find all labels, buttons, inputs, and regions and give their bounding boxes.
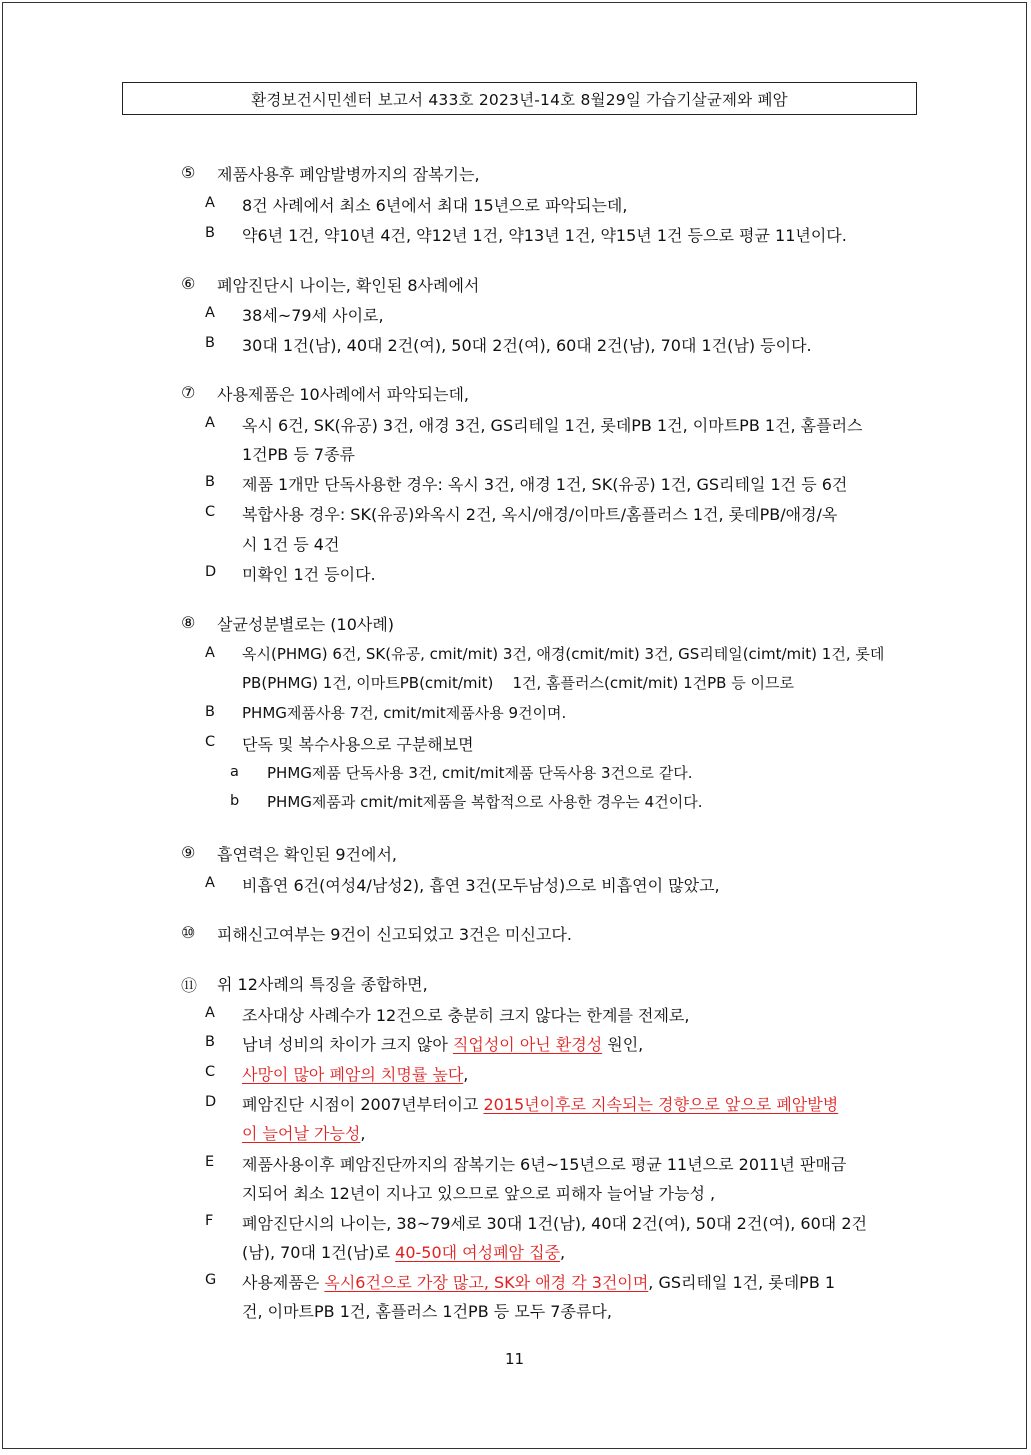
item-text-continued: [242, 1240, 565, 1263]
item-text-plain: 남녀 성비의 차이가 크지 않아: [242, 1035, 453, 1054]
item-letter: B: [205, 704, 215, 720]
item-text-plain: , GS리테일 1건, 롯데PB 1: [648, 1273, 836, 1292]
section-title: 피해신고여부는 9건이 신고되었고 3건은 미신고다.: [217, 925, 572, 944]
item-letter: C: [205, 1064, 216, 1080]
document-page: [2, 2, 1027, 1449]
section-number: ⑨: [181, 843, 196, 862]
item-letter: B: [205, 474, 215, 490]
item-text-plain: 폐암진단 시점이 2007년부터이고: [242, 1095, 484, 1114]
subitem-letter: b: [230, 793, 240, 809]
item-text-continued: 1건PB 등 7종류: [242, 445, 355, 464]
subitem-letter: a: [230, 764, 239, 780]
item-letter: C: [205, 504, 216, 520]
highlighted-text: 사망이 많아 폐암의 치명률 높다: [242, 1065, 464, 1084]
item-text: 제품 1개만 단독사용한 경우: 옥시 3건, 애경 1건, SK(유공) 1건, GS리테일 1건 등 6건: [242, 475, 848, 494]
item-text-continued: PB(PHMG) 1건, 이마트PB(cmit/mit) 1건, 홈플러스(cmit/mit) 1건PB 등 이므로: [242, 674, 794, 692]
item-letter: A: [205, 1005, 215, 1021]
section-number: ⑪: [181, 976, 198, 995]
section-title: 제품사용후 폐암발병까지의 잠복기는,: [217, 165, 480, 184]
item-text: 단독 및 복수사용으로 구분해보면: [242, 735, 474, 754]
item-letter: B: [205, 225, 215, 241]
item-letter: G: [205, 1272, 217, 1288]
item-letter: B: [205, 1034, 215, 1050]
item-letter: D: [205, 1094, 217, 1110]
item-letter: A: [205, 645, 215, 661]
item-letter: C: [205, 734, 216, 750]
item-text-continued: [242, 1121, 365, 1144]
highlighted-text: 옥시6건으로 가장 많고, SK와 애경 각 3건이며: [324, 1273, 649, 1292]
item-text: PHMG제품사용 7건, cmit/mit제품사용 9건이며.: [242, 704, 567, 722]
item-letter: E: [205, 1154, 215, 1170]
item-letter: A: [205, 415, 215, 431]
section-number: ⑧: [181, 613, 196, 632]
item-text: [242, 1092, 838, 1115]
highlighted-text: 2015년이후로 지속되는 경향으로 앞으로 폐암발병: [483, 1095, 839, 1114]
item-letter: F: [205, 1213, 214, 1229]
item-text-continued: 시 1건 등 4건: [242, 535, 340, 554]
item-letter: A: [205, 195, 215, 211]
item-text-continued: 건, 이마트PB 1건, 홈플러스 1건PB 등 모두 7종류다,: [242, 1302, 612, 1321]
report-header-title: 환경보건시민센터 보고서 433호 2023년-14호 8월29일 가습기살균제와 폐암: [251, 90, 788, 109]
item-letter: D: [205, 564, 217, 580]
item-text-plain: 사용제품은: [242, 1273, 325, 1292]
item-letter: A: [205, 305, 215, 321]
item-text: 옥시 6건, SK(유공) 3건, 애경 3건, GS리테일 1건, 롯데PB 1건, 이마트PB 1건, 홈플러스: [242, 416, 863, 435]
page-number: 11: [504, 1350, 525, 1368]
section-number: ⑦: [181, 383, 196, 402]
section-number: ⑥: [181, 274, 196, 293]
item-text: 약6년 1건, 약10년 4건, 약12년 1건, 약13년 1건, 약15년 1건 등으로 평균 11년이다.: [242, 226, 847, 245]
section-title: 폐암진단시 나이는, 확인된 8사례에서: [217, 276, 480, 295]
item-text: 비흡연 6건(여성4/남성2), 흡연 3건(모두남성)으로 비흡연이 많았고,: [242, 876, 720, 895]
section-title: 살균성분별로는 (10사례): [217, 615, 395, 634]
item-letter: B: [205, 335, 215, 351]
report-header: [122, 82, 917, 115]
highlighted-text: 직업성이 아닌 환경성: [452, 1035, 603, 1054]
section-title: 흡연력은 확인된 9건에서,: [217, 845, 397, 864]
subitem-text: PHMG제품 단독사용 3건, cmit/mit제품 단독사용 3건으로 같다.: [267, 764, 693, 782]
item-text-plain: ,: [560, 1243, 566, 1262]
item-text: 옥시(PHMG) 6건, SK(유공, cmit/mit) 3건, 애경(cmit/mit) 3건, GS리테일(cimt/mit) 1건, 롯데: [242, 645, 885, 663]
item-text: [242, 1062, 468, 1085]
highlighted-text: 이 늘어날 가능성: [242, 1124, 361, 1143]
item-text: 38세~79세 사이로,: [242, 306, 384, 325]
section-title: 사용제품은 10사례에서 파악되는데,: [217, 385, 470, 404]
item-text-plain: ,: [463, 1065, 469, 1084]
item-text: 복합사용 경우: SK(유공)와옥시 2건, 옥시/애경/이마트/홈플러스 1건, 롯데PB/애경/옥: [242, 505, 838, 524]
item-text: 8건 사례에서 최소 6년에서 최대 15년으로 파악되는데,: [242, 196, 628, 215]
item-text: [242, 1032, 643, 1055]
section-number: ⑤: [181, 163, 196, 182]
item-text-continued: 지되어 최소 12년이 지나고 있으므로 앞으로 피해자 늘어날 가능성 ,: [242, 1184, 716, 1203]
item-text-plain: ,: [360, 1124, 366, 1143]
highlighted-text: 40-50대 여성폐암 집중: [395, 1243, 560, 1262]
item-text: 제품사용이후 폐암진단까지의 잠복기는 6년~15년으로 평균 11년으로 2011년 판매금: [242, 1155, 847, 1174]
item-text: 폐암진단시의 나이는, 38~79세로 30대 1건(남), 40대 2건(여), 50대 2건(여), 60대 2건: [242, 1214, 867, 1233]
item-text-plain: 원인,: [602, 1035, 644, 1054]
item-text: 미확인 1건 등이다.: [242, 565, 376, 584]
section-title: 위 12사례의 특징을 종합하면,: [217, 975, 428, 994]
item-letter: A: [205, 875, 215, 891]
item-text: [242, 1270, 835, 1293]
item-text: 조사대상 사례수가 12건으로 충분히 크지 않다는 한계를 전제로,: [242, 1006, 690, 1025]
item-text-plain: (남), 70대 1건(남)로: [242, 1243, 396, 1262]
subitem-text: PHMG제품과 cmit/mit제품을 복합적으로 사용한 경우는 4건이다.: [267, 793, 703, 811]
section-number: ⑩: [181, 923, 196, 942]
item-text: 30대 1건(남), 40대 2건(여), 50대 2건(여), 60대 2건(남), 70대 1건(남) 등이다.: [242, 336, 812, 355]
